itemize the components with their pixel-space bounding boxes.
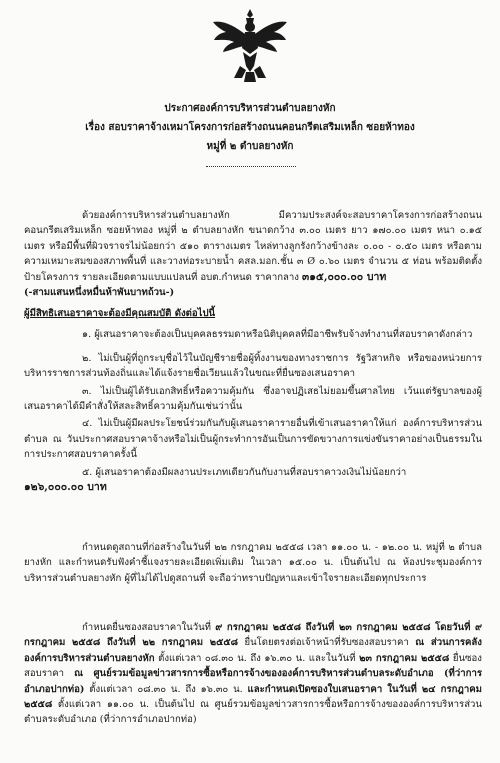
intro-text: ด้วยองค์การบริหารส่วนตำบลยางหัก มีความประสงค์จะสอบราคาโครงการก่อสร้างถนนคอนกรีตเสริมเหล็ก ซอยห้าทอง หมู่ที่ ๒ ตำบลยางหัก ขนาดกว้าง ๓.๐๐ เมตร ยาว ๑๗๐.๐๐ เมตร หนา ๐.๑๕ เมตร หรือมีพื้นที่ผิวจราจรไม่น้อยกว่า ๕๑๐ ตารางเมตร ไหล่ทางลูกรังกว้างข้างละ ๐.๐๐ - ๐.๕๐ เมตร หรือตามความเหมาะสมของสภาพพื้นที่ และวางท่อระบายน้ำ คสล.มอก.ชั้น ๓ Ø ๐.๖๐ เมตร จำนวน ๕ ท่อน พร้อมติดตั้งป้ายโครงการ รายละเอียดตามแบบแปลนที่ อบต.กำหนด ราคากลาง bbox=[24, 210, 482, 283]
intro-paragraph bbox=[24, 208, 482, 285]
intro-section bbox=[24, 208, 482, 300]
qualification-item5-amount: ๑๒๖,๐๐๐.๐๐ บาท bbox=[24, 481, 107, 494]
submission-time1: ตั้งแต่เวลา ๐๘.๓๐ น. ถึง ๑๖.๓๐ น. และในวันที่ bbox=[158, 652, 356, 664]
submission-section bbox=[24, 620, 482, 728]
bid-opening-time: ตั้งแต่เวลา ๑๑.๐๐ น. เป็นต้นไป ณ ศูนย์รวมข้อมูลข่าวสารการซื้อหรือการจ้างขององค์การบริหารส่วนตำบลระดับอำเภอ (ที่ว่าการอำเภอปากท่อ) bbox=[24, 699, 482, 726]
price-in-words: (-สามแสนหนึ่งหมื่นห้าพันบาทถ้วน-) bbox=[24, 287, 175, 299]
submission-place1-intro: ยื่นโดยตรงต่อเจ้าหน้าที่รับซองสอบราคา bbox=[244, 637, 409, 649]
submission-paragraph bbox=[24, 620, 482, 728]
announcement-subject: เรื่อง สอบราคาจ้างเหมาโครงการก่อสร้างถนนคอนกรีตเสริมเหล็ก ซอยห้าทอง bbox=[85, 122, 415, 133]
submission-date2: ๒๓ กรกฎาคม ๒๕๕๘ bbox=[359, 652, 450, 664]
submission-lead: กำหนดยื่นซองสอบราคาในวันที่ bbox=[82, 622, 212, 633]
qualification-item: ๓. ไม่เป็นผู้ได้รับเอกสิทธิ์หรือความคุ้มกัน ซึ่งอาจปฏิเสธไม่ยอมขึ้นศาลไทย เว้นแต่รัฐบาลของผู้เสนอราคาได้มีคำสั่งให้สละสิทธิ์ความคุ้มกันเช่นว่านั้น bbox=[24, 385, 482, 413]
announcement-title: ประกาศองค์การบริหารส่วนตำบลยางหัก bbox=[164, 103, 336, 114]
site-visit-section bbox=[24, 540, 482, 586]
qualification-item: ๕. ผู้เสนอราคาต้องมีผลงานประเภทเดียวกันกับงานที่สอบราคาวงเงินไม่น้อยกว่า bbox=[82, 466, 407, 478]
site-visit-paragraph: กำหนดดูสถานที่ก่อสร้างในวันที่ ๒๒ กรกฎาคม ๒๕๕๘ เวลา ๑๑.๐๐ น. - ๑๒.๐๐ น. หมู่ที่ ๒ ตำบลยางหัก และกำหนดรับฟังคำชี้แจงรายละเอียดเพิ่มเติม ในเวลา ๑๕.๐๐ น. เป็นต้นไป ณ ห้องประชุมองค์การบริหารส่วนตำบลยางหัก ผู้ที่ไม่ได้ไปดูสถานที่ จะถือว่าทราบปัญหาและเข้าใจรายละเอียดทุกประการ bbox=[24, 542, 482, 584]
submission-place2-intro: ยื่นซองสอบราคา bbox=[24, 652, 482, 680]
submission-place1: ณ ส่วนการคลัง องค์การบริหารส่วนตำบลยางหัก bbox=[24, 637, 482, 664]
title-divider bbox=[206, 166, 296, 167]
announcement-location: หมู่ที่ ๒ ตำบลยางหัก bbox=[206, 141, 294, 152]
qualification-item: ๔. ไม่เป็นผู้มีผลประโยชน์ร่วมกันกับผู้เสนอราคารายอื่นที่เข้าเสนอราคาให้แก่ องค์การบริหารส่วนตำบล ณ วันประกาศสอบราคาจ้างหรือไม่เป็นผู้กระทำการอันเป็นการขัดขวางการแข่งขันราคาอย่างเป็นธรรมในการประกาศสอบราคาครั้งนี้ bbox=[24, 418, 482, 461]
median-price: ๓๑๕,๐๐๐.๐๐ บาท bbox=[302, 270, 387, 283]
qualification-item: ๑. ผู้เสนอราคาจะต้องเป็นบุคคลธรรมดาหรือนิติบุคคลที่มีอาชีพรับจ้างทำงานที่สอบราคาดังกล่าว bbox=[82, 329, 473, 341]
qualification-item: ๒. ไม่เป็นผู้ที่ถูกระบุชื่อไว้ในบัญชีรายชื่อผู้ทิ้งงานของทางราชการ รัฐวิสาหกิจ หรือของหน่วยการบริหารราชการส่วนท้องถิ่นและได้แจ้งรายชื่อเวียนแล้วในขณะที่ยื่นซองเสนอราคา bbox=[24, 352, 482, 380]
bid-opening-date: และกำหนดเปิดซองใบเสนอราคา ในวันที่ ๒๔ กรกฎาคม ๒๕๕๘ bbox=[24, 683, 482, 711]
qualifications-section bbox=[24, 306, 482, 495]
submission-dates: ๙ กรกฎาคม ๒๕๕๘ ถึงวันที่ ๒๓ กรกฎาคม ๒๕๕๘ โดยวันที่ ๙ กรกฎาคม ๒๕๕๘ ถึงวันที่ ๒๒ กรกฎาคม ๒๕๕๘ bbox=[24, 622, 482, 649]
qualifications-heading: ผู้มีสิทธิเสนอราคาจะต้องมีคุณสมบัติ ดังต่อไปนี้ bbox=[24, 308, 216, 319]
submission-time2: ตั้งแต่เวลา ๐๘.๓๐ น. ถึง ๑๖.๓๐ น. bbox=[89, 683, 243, 695]
garuda-emblem-icon bbox=[210, 6, 290, 86]
submission-place2: ณ ศูนย์รวมข้อมูลข่าวสารการซื้อหรือการจ้างขององค์การบริหารส่วนตำบลระดับอำเภอ (ที่ว่าการอำเภอปากท่อ) bbox=[24, 668, 482, 695]
